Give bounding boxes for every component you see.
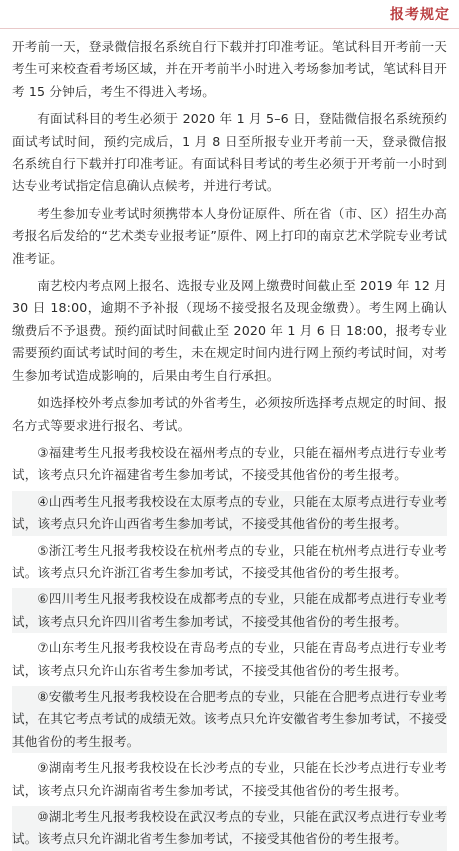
list-item-fujian: ③福建考生凡报考我校设在福州考点的专业，只能在福州考点进行专业考试，该考点只允许福建省考生参加考试，不接受其他省份的考生报考。 — [12, 444, 447, 483]
article-body — [0, 29, 459, 851]
paragraph-written-exam: 开考前一天，登录微信报名系统自行下载并打印准考证。笔试科目开考前一天考生可来校查看考场区域，并在开考前半小时进入考场参加考试，笔试科目开考 15 分钟后，考生不得进入考场。 — [12, 39, 447, 99]
list-item-hubei: ⑩湖北考生凡报考我校设在武汉考点的专业，只能在武汉考点进行专业考试。该考点只允许湖北省考生参加考试，不接受其他省份的考生报考。 — [12, 806, 447, 851]
list-item-zhejiang: ⑤浙江考生凡报考我校设在杭州考点的专业，只能在杭州考点进行专业考试。该考点只允许浙江省考生参加考试，不接受其他省份的考生报考。 — [12, 542, 447, 580]
list-item-hunan: ⑨湖南考生凡报考我校设在长沙考点的专业，只能在长沙考点进行专业考试，该考点只允许湖南省考生参加考试，不接受其他省份的考生报考。 — [12, 760, 447, 798]
paragraph-external-sites: 如选择校外考点参加考试的外省考生，必须按所选择考点规定的时间、报名方式等要求进行报名、考试。 — [12, 395, 447, 433]
paragraph-required-documents: 考生参加专业考试时须携带本人身份证原件、所在省（市、区）招生办高考报名后发给的“艺术类专业报考证”原件、网上打印的南京艺术学院专业考试准考证。 — [12, 205, 447, 266]
list-item-shanxi: ④山西考生凡报考我校设在太原考点的专业，只能在太原考点进行专业考试，该考点只允许山西省考生参加考试，不接受其他省份的考生报考。 — [12, 491, 447, 536]
header-bar — [0, 0, 459, 29]
list-item-shandong: ⑦山东考生凡报考我校设在青岛考点的专业，只能在青岛考点进行专业考试，该考点只允许山东省考生参加考试，不接受其他省份的考生报考。 — [12, 640, 447, 678]
paragraph-interview-booking: 有面试科目的考生必须于 2020 年 1 月 5–6 日，登陆微信报名系统预约面试考试时间，预约完成后，1 月 8 日至所报专业开考前一天，登录微信报名系统自行下载并打印准考证。有面试科目考试的考生必须于开考前一小时到达专业考试指定信息确认点候考，并进行考试。 — [12, 111, 447, 194]
list-item-anhui: ⑧安徽考生凡报考我校设在合肥考点的专业，只能在合肥考点进行专业考试，在其它考点考试的成绩无效。该考点只允许安徽省考生参加考试，不接受其他省份的考生报考。 — [12, 686, 447, 753]
section-title: 报考规定 — [390, 7, 450, 23]
paragraph-registration-deadline: 南艺校内考点网上报名、选报专业及网上缴费时间截止至 2019 年 12 月 30 日 18:00，逾期不予补报（现场不接受报名及现金缴费）。考生网上确认缴费后不予退费。预约面试时间截止至 2020 年 1 月 6 日 18:00，报考专业需要预约面试考试时间的考生，未在规定时间内进行网上预约考试时间，对考生参加考试造成影响的，后果由考生自行承担。 — [12, 278, 447, 383]
list-item-sichuan: ⑥四川考生凡报考我校设在成都考点的专业，只能在成都考点进行专业考试，该考点只允许四川省考生参加考试，不接受其他省份的考生报考。 — [12, 588, 447, 633]
